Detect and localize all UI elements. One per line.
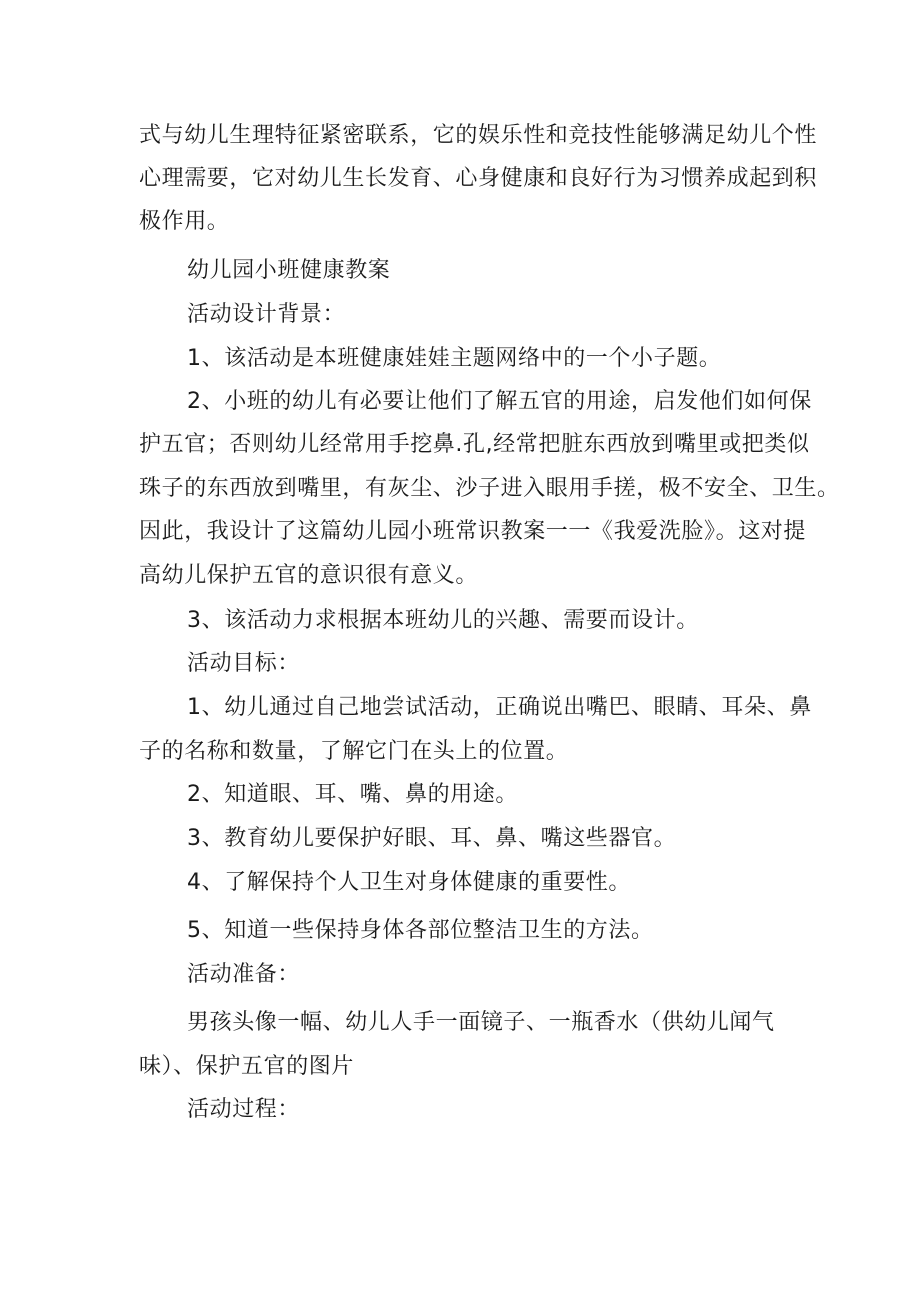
list-item: 男孩头像一幅、幼儿人手一面镜子、一瓶香水（供幼儿闻气 — [187, 1010, 775, 1035]
list-item: 2、知道眼、耳、嘴、鼻的用途。 — [187, 782, 518, 807]
paragraph-line: 子的名称和数量，了解它门在头上的位置。 — [139, 739, 569, 764]
paragraph-line: 因此，我设计了这篇幼儿园小班常识教案一一《我爱洗脸》。这对提 — [139, 519, 807, 544]
section-title: 幼儿园小班健康教案 — [187, 258, 391, 283]
paragraph-line: 护五官；否则幼儿经常用手挖鼻.孔,经常把脏东西放到嘴里或把类似 — [139, 432, 810, 457]
paragraph-line: 高幼儿保护五官的意识很有意义。 — [139, 563, 479, 588]
list-item: 1、幼儿通过自己地尝试活动，正确说出嘴巴、眼睛、耳朵、鼻 — [187, 695, 812, 720]
section-heading: 活动目标： — [187, 651, 301, 676]
list-item: 1、该活动是本班健康娃娃主题网络中的一个小子题。 — [187, 346, 722, 371]
list-item: 4、了解保持个人卫生对身体健康的重要性。 — [187, 870, 631, 895]
section-heading: 活动准备： — [187, 962, 301, 987]
list-item: 3、教育幼儿要保护好眼、耳、鼻、嘴这些器官。 — [187, 826, 677, 851]
paragraph-line: 珠子的东西放到嘴里，有灰尘、沙子进入眼用手搓，极不安全、卫生。 — [139, 476, 840, 501]
paragraph-line: 心理需要，它对幼儿生长发育、心身健康和良好行为习惯养成起到积 — [139, 166, 818, 191]
list-item: 2、小班的幼儿有必要让他们了解五官的用途，启发他们如何保 — [187, 389, 812, 414]
section-heading: 活动设计背景： — [187, 302, 346, 327]
section-heading: 活动过程： — [187, 1097, 301, 1122]
list-item: 3、该活动力求根据本班幼儿的兴趣、需要而设计。 — [187, 608, 699, 633]
paragraph-line: 味）、保护五官的图片 — [139, 1054, 355, 1079]
paragraph-line: 式与幼儿生理特征紧密联系，它的娱乐性和竞技性能够满足幼儿个性 — [139, 123, 818, 148]
paragraph-line: 极作用。 — [139, 209, 230, 234]
list-item: 5、知道一些保持身体各部位整洁卫生的方法。 — [187, 918, 654, 943]
